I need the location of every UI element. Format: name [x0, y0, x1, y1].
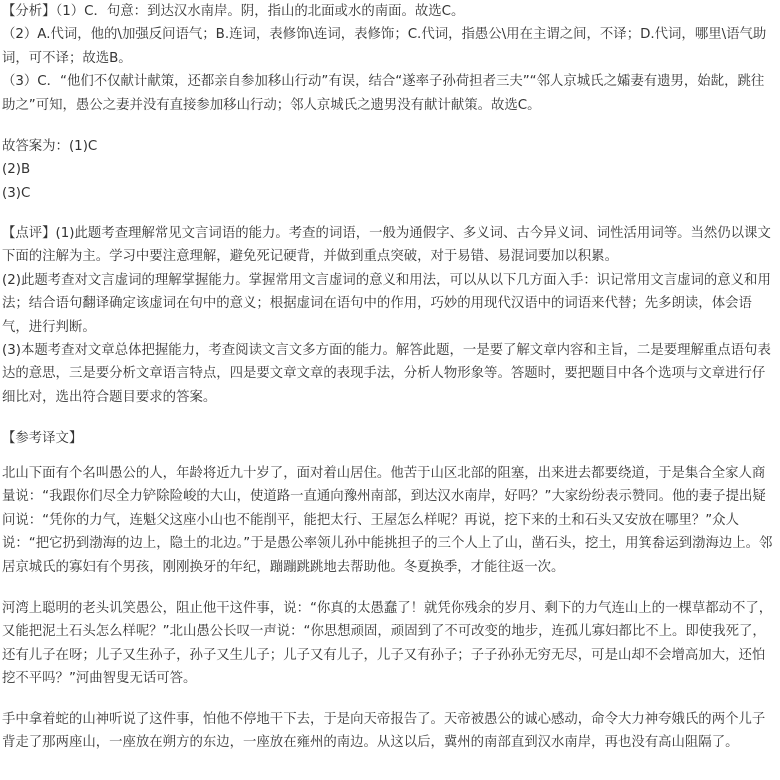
- answer-section: [2, 135, 774, 205]
- comment-para-1: 【点评】(1)此题考查理解常见文言词语的能力。考查的词语，一般为通假字、多义词、古今异义词、词性活用词等。当然仍以课文下面的注解为主。学习中要注意理解，避免死记硬背，并做到重点突破，对于易错、易混词要加以积累。: [2, 226, 771, 265]
- comment-para-3: (3)本题考查对文章总体把握能力，考查阅读文言文多方面的能力。解答此题，一是要了解文章内容和主旨，二是要理解重点语句表达的意思，三是要分析文章语言特点，四是要文章文章的表现手法，分析人物形象等。答题时，要把题目中各个选项与文章进行仔细比对，选出符合题目要求的答案。: [2, 343, 771, 405]
- answer-line-2: (2)B: [2, 162, 31, 178]
- translation-heading: 【参考译文】: [2, 431, 83, 446]
- answer-line-3: (3)C: [2, 185, 31, 201]
- translation-para-3: 手中拿着蛇的山神听说了这件事，怕他不停地干下去，于是向天帝报告了。天帝被愚公的诚心感动，命令大力神夸娥氏的两个儿子背走了那两座山，一座放在朔方的东边，一座放在雍州的南边。从这以后，冀州的南部直到汉水南岸，再也没有高山阻隔了。: [2, 712, 766, 751]
- translation-para-1: 北山下面有个名叫愚公的人，年龄将近九十岁了，面对着山居住。他苦于山区北部的阻塞，出来进去都要绕道，于是集合全家人商量说：“我跟你们尽全力铲除险峻的大山，使道路一直通向豫州南部，到达汉水南岸，好吗？”大家纷纷表示赞同。他的妻子提出疑问说：“凭你的力气，连魁父这座小山也不能削平，能把太行、王屋怎么样呢？再说，挖下来的土和石头又安放在哪里？”众人说：“把它扔到渤海的边上，隐土的北边。”于是愚公率领儿孙中能挑担子的三个人上了山，凿石头，挖土，用箕畚运到渤海边上。邻居京城氏的寡妇有个男孩，刚刚换牙的年纪，蹦蹦跳跳地去帮助他。冬夏换季，才能往返一次。: [2, 466, 773, 575]
- analysis-line-3: （3）C．“他们不仅献计献策，还都亲自参加移山行动”有误，结合“遂率子孙荷担者三夫”“邻人京城氏之孀妻有遗男，始龀，跳往助之”可知，愚公之妻并没有直接参加移山行动；邻人京城氏之遗男没有献计献策。故选C。: [2, 74, 765, 113]
- comment-para-2: (2)此题考查对文言虚词的理解掌握能力。掌握常用文言虚词的意义和用法，可以从以下几方面入手：识记常用文言虚词的意义和用法；结合语句翻译确定该虚词在句中的意义；根据虚词在语句中的作用，巧妙的用现代汉语中的词语来代替；先多朗读，体会语气，进行判断。: [2, 272, 771, 335]
- analysis-line-1: 【分析】（1）C．句意：到达汉水南岸。阴，指山的北面或水的南面。故选C。: [2, 4, 465, 19]
- translation-para-2-block: [2, 597, 774, 691]
- comment-section: [2, 222, 774, 409]
- translation-para-1-block: [2, 462, 774, 579]
- answer-line-1: 故答案为：(1)C: [2, 139, 98, 154]
- translation-para-2: 河湾上聪明的老头讥笑愚公，阻止他干这件事，说：“你真的太愚蠢了！就凭你残余的岁月、剩下的力气连山上的一棵草都动不了，又能把泥土石头怎么样呢？”北山愚公长叹一声说：“你思想顽固，顽固到了不可改变的地步，连孤儿寡妇都比不上。即使我死了，还有儿子在呀；儿子又生孙子，孙子又生儿子；儿子又有儿子，儿子又有孙子；子子孙孙无穷无尽，可是山却不会增高加大，还怕挖不平吗？”河曲智叟无话可答。: [2, 601, 773, 687]
- analysis-section: [2, 0, 774, 117]
- translation-heading-block: [2, 427, 774, 450]
- analysis-line-2: （2）A.代词，他的\加强反问语气；B.连词，表修饰\连词，表修饰；C.代词，指愚公\用在主谓之间，不译；D.代词，哪里\语气助词，可不译；故选B。: [2, 27, 767, 66]
- translation-para-3-block: [2, 708, 774, 755]
